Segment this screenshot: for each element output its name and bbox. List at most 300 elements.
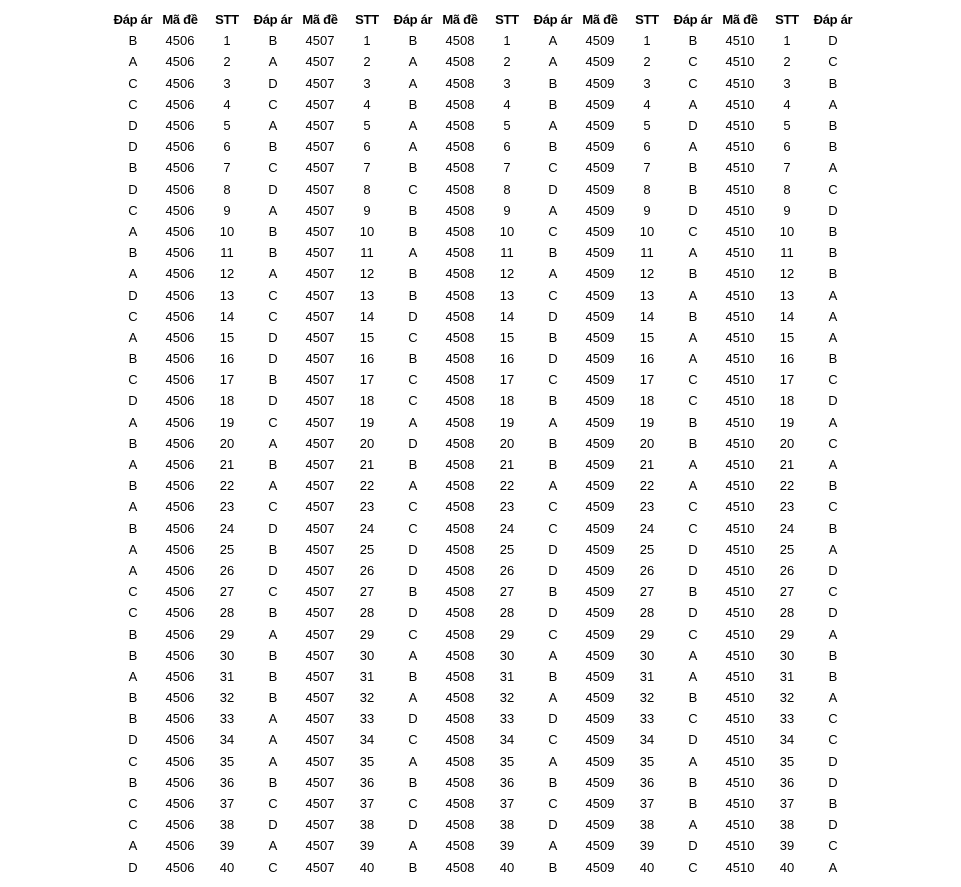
question-number-cell: 28: [219, 605, 235, 621]
answer-cell: B: [828, 118, 838, 134]
question-number-cell: 39: [499, 838, 515, 854]
question-number-cell: 34: [219, 732, 235, 748]
answer-cell: C: [128, 308, 138, 324]
answer-cell: D: [408, 541, 418, 557]
column-header: STT: [775, 12, 799, 28]
answer-cell: D: [548, 541, 558, 557]
question-number-cell: 15: [499, 329, 515, 345]
answer-cell: D: [128, 139, 138, 155]
table-row: [110, 496, 856, 517]
exam-code-cell: 4510: [725, 605, 755, 621]
question-number-cell: 35: [359, 753, 375, 769]
question-number-cell: 11: [780, 245, 794, 261]
answer-cell: D: [408, 562, 418, 578]
answer-cell: B: [128, 690, 138, 706]
exam-code-cell: 4509: [585, 181, 615, 197]
question-number-cell: 32: [779, 690, 795, 706]
exam-code-cell: 4510: [725, 478, 755, 494]
answer-cell: B: [408, 223, 418, 239]
table-row: [110, 623, 856, 644]
answer-cell: C: [268, 584, 278, 600]
question-number-cell: 16: [779, 351, 795, 367]
answer-cell: B: [128, 520, 138, 536]
answer-cell: D: [268, 393, 278, 409]
exam-code-cell: 4507: [305, 753, 335, 769]
answer-cell: B: [828, 668, 838, 684]
answer-cell: B: [548, 329, 558, 345]
question-number-cell: 38: [219, 817, 235, 833]
exam-code-cell: 4508: [445, 75, 475, 91]
answer-cell: D: [548, 562, 558, 578]
question-number-cell: 25: [499, 541, 515, 557]
answer-cell: D: [548, 605, 558, 621]
table-row: [110, 94, 856, 115]
answer-cell: B: [548, 245, 558, 261]
answer-cell: A: [128, 838, 138, 854]
exam-code-cell: 4508: [445, 605, 475, 621]
question-number-cell: 37: [499, 796, 515, 812]
table-row: [110, 369, 856, 390]
exam-code-cell: 4506: [165, 584, 195, 600]
question-number-cell: 20: [499, 435, 515, 451]
answer-cell: A: [688, 668, 698, 684]
question-number-cell: 6: [783, 139, 791, 155]
exam-code-cell: 4510: [725, 520, 755, 536]
answer-cell: B: [688, 584, 698, 600]
exam-code-cell: 4506: [165, 287, 195, 303]
answer-cell: B: [268, 690, 278, 706]
question-number-cell: 1: [363, 33, 371, 49]
answer-cell: C: [408, 520, 418, 536]
exam-code-cell: 4508: [445, 54, 475, 70]
answer-cell: B: [268, 245, 278, 261]
question-number-cell: 16: [499, 351, 515, 367]
answer-cell: C: [828, 732, 838, 748]
question-number-cell: 4: [223, 96, 231, 112]
question-number-cell: 8: [363, 181, 371, 197]
question-number-cell: 7: [223, 160, 231, 176]
exam-code-cell: 4510: [725, 584, 755, 600]
exam-code-cell: 4509: [585, 859, 615, 875]
question-number-cell: 31: [499, 668, 515, 684]
column-header: Mã đề: [162, 12, 198, 28]
question-number-cell: 19: [499, 414, 515, 430]
answer-cell: A: [268, 54, 278, 70]
answer-cell: D: [828, 605, 838, 621]
question-number-cell: 2: [643, 54, 651, 70]
exam-code-cell: 4506: [165, 817, 195, 833]
question-number-cell: 31: [219, 668, 235, 684]
exam-code-cell: 4510: [725, 541, 755, 557]
question-number-cell: 22: [359, 478, 375, 494]
question-number-cell: 33: [779, 711, 795, 727]
answer-cell: B: [128, 351, 138, 367]
answer-cell: B: [828, 245, 838, 261]
question-number-cell: 18: [499, 393, 515, 409]
exam-code-cell: 4507: [305, 562, 335, 578]
exam-code-cell: 4508: [445, 562, 475, 578]
answer-cell: B: [128, 33, 138, 49]
exam-code-cell: 4506: [165, 372, 195, 388]
column-header: Đáp ár: [813, 12, 853, 28]
question-number-cell: 34: [359, 732, 375, 748]
answer-cell: A: [828, 414, 838, 430]
answer-cell: B: [548, 774, 558, 790]
exam-code-cell: 4509: [585, 329, 615, 345]
exam-code-cell: 4510: [725, 181, 755, 197]
answer-cell: B: [688, 796, 698, 812]
answer-cell: B: [268, 605, 278, 621]
question-number-cell: 32: [219, 690, 235, 706]
exam-code-cell: 4508: [445, 202, 475, 218]
question-number-cell: 15: [779, 329, 795, 345]
answer-cell: C: [688, 711, 698, 727]
question-number-cell: 26: [779, 562, 795, 578]
question-number-cell: 1: [223, 33, 231, 49]
exam-code-cell: 4507: [305, 223, 335, 239]
answer-cell: A: [828, 287, 838, 303]
exam-code-cell: 4507: [305, 435, 335, 451]
answer-cell: A: [128, 54, 138, 70]
answer-cell: B: [408, 584, 418, 600]
answer-cell: A: [128, 668, 138, 684]
question-number-cell: 25: [219, 541, 235, 557]
answer-cell: D: [268, 562, 278, 578]
question-number-cell: 6: [503, 139, 511, 155]
question-number-cell: 17: [639, 372, 655, 388]
exam-code-cell: 4508: [445, 647, 475, 663]
answer-cell: A: [688, 96, 698, 112]
answer-cell: C: [688, 520, 698, 536]
exam-code-cell: 4506: [165, 668, 195, 684]
exam-code-cell: 4507: [305, 711, 335, 727]
question-number-cell: 8: [503, 181, 511, 197]
question-number-cell: 23: [779, 499, 795, 515]
answer-cell: A: [688, 287, 698, 303]
table-row: [110, 518, 856, 539]
exam-code-cell: 4509: [585, 96, 615, 112]
question-number-cell: 20: [359, 435, 375, 451]
table-row: [110, 242, 856, 263]
answer-cell: D: [688, 541, 698, 557]
exam-code-cell: 4508: [445, 584, 475, 600]
answer-cell: C: [828, 711, 838, 727]
question-number-cell: 26: [499, 562, 515, 578]
question-number-cell: 26: [359, 562, 375, 578]
column-header: STT: [495, 12, 519, 28]
answer-cell: C: [828, 838, 838, 854]
table-row: [110, 51, 856, 72]
table-row: [110, 136, 856, 157]
exam-code-cell: 4510: [725, 202, 755, 218]
question-number-cell: 3: [643, 75, 651, 91]
exam-code-cell: 4507: [305, 859, 335, 875]
answer-cell: D: [128, 181, 138, 197]
answer-cell: D: [828, 562, 838, 578]
exam-code-cell: 4507: [305, 33, 335, 49]
exam-code-cell: 4509: [585, 520, 615, 536]
answer-cell: C: [128, 75, 138, 91]
exam-code-cell: 4506: [165, 520, 195, 536]
question-number-cell: 13: [219, 287, 235, 303]
exam-code-cell: 4507: [305, 605, 335, 621]
table-row: [110, 263, 856, 284]
exam-code-cell: 4507: [305, 584, 335, 600]
table-row: [110, 475, 856, 496]
exam-code-cell: 4507: [305, 499, 335, 515]
exam-code-cell: 4506: [165, 774, 195, 790]
answer-cell: D: [128, 859, 138, 875]
exam-code-cell: 4508: [445, 690, 475, 706]
answer-cell: A: [128, 414, 138, 430]
question-number-cell: 39: [359, 838, 375, 854]
question-number-cell: 34: [499, 732, 515, 748]
answer-cell: A: [408, 753, 418, 769]
answer-cell: A: [128, 541, 138, 557]
answer-cell: C: [268, 796, 278, 812]
question-number-cell: 11: [500, 245, 514, 261]
question-number-cell: 18: [779, 393, 795, 409]
answer-cell: A: [128, 499, 138, 515]
exam-code-cell: 4510: [725, 223, 755, 239]
exam-code-cell: 4509: [585, 202, 615, 218]
exam-code-cell: 4508: [445, 478, 475, 494]
answer-cell: B: [688, 33, 698, 49]
question-number-cell: 40: [639, 859, 655, 875]
question-number-cell: 32: [499, 690, 515, 706]
answer-cell: A: [128, 329, 138, 345]
question-number-cell: 36: [779, 774, 795, 790]
exam-code-cell: 4506: [165, 245, 195, 261]
question-number-cell: 2: [223, 54, 231, 70]
answer-cell: B: [408, 351, 418, 367]
exam-code-cell: 4507: [305, 774, 335, 790]
exam-code-cell: 4510: [725, 139, 755, 155]
question-number-cell: 18: [639, 393, 655, 409]
question-number-cell: 34: [779, 732, 795, 748]
exam-code-cell: 4506: [165, 414, 195, 430]
question-number-cell: 37: [639, 796, 655, 812]
question-number-cell: 28: [499, 605, 515, 621]
question-number-cell: 3: [783, 75, 791, 91]
question-number-cell: 32: [639, 690, 655, 706]
answer-cell: C: [688, 626, 698, 642]
exam-code-cell: 4507: [305, 245, 335, 261]
exam-code-cell: 4509: [585, 753, 615, 769]
question-number-cell: 11: [360, 245, 374, 261]
question-number-cell: 19: [219, 414, 235, 430]
question-number-cell: 31: [779, 668, 795, 684]
question-number-cell: 38: [639, 817, 655, 833]
exam-code-cell: 4509: [585, 435, 615, 451]
answer-cell: C: [128, 202, 138, 218]
question-number-cell: 2: [783, 54, 791, 70]
exam-code-cell: 4507: [305, 668, 335, 684]
question-number-cell: 16: [219, 351, 235, 367]
exam-code-cell: 4508: [445, 838, 475, 854]
exam-code-cell: 4510: [725, 817, 755, 833]
answer-cell: A: [128, 223, 138, 239]
exam-code-cell: 4508: [445, 33, 475, 49]
exam-code-cell: 4510: [725, 626, 755, 642]
exam-code-cell: 4509: [585, 245, 615, 261]
answer-cell: D: [828, 33, 838, 49]
exam-code-cell: 4509: [585, 796, 615, 812]
exam-code-cell: 4510: [725, 329, 755, 345]
exam-code-cell: 4508: [445, 711, 475, 727]
answer-cell: C: [128, 817, 138, 833]
question-number-cell: 37: [779, 796, 795, 812]
question-number-cell: 19: [639, 414, 655, 430]
exam-code-cell: 4507: [305, 372, 335, 388]
question-number-cell: 38: [499, 817, 515, 833]
answer-cell: D: [268, 329, 278, 345]
answer-cell: D: [128, 287, 138, 303]
question-number-cell: 9: [503, 202, 511, 218]
exam-code-cell: 4510: [725, 160, 755, 176]
answer-cell: C: [548, 499, 558, 515]
question-number-cell: 22: [639, 478, 655, 494]
exam-code-cell: 4510: [725, 562, 755, 578]
answer-cell: B: [548, 139, 558, 155]
answer-cell: B: [548, 393, 558, 409]
answer-cell: A: [408, 118, 418, 134]
answer-cell: C: [408, 732, 418, 748]
exam-code-cell: 4509: [585, 287, 615, 303]
question-number-cell: 23: [499, 499, 515, 515]
question-number-cell: 16: [359, 351, 375, 367]
question-number-cell: 9: [643, 202, 651, 218]
answer-cell: A: [268, 118, 278, 134]
answer-cell: A: [548, 414, 558, 430]
question-number-cell: 29: [639, 626, 655, 642]
exam-code-cell: 4510: [725, 245, 755, 261]
exam-code-cell: 4510: [725, 266, 755, 282]
table-row: [110, 539, 856, 560]
answer-cell: A: [828, 541, 838, 557]
exam-code-cell: 4508: [445, 223, 475, 239]
exam-code-cell: 4510: [725, 54, 755, 70]
exam-code-cell: 4509: [585, 33, 615, 49]
answer-cell: A: [408, 838, 418, 854]
exam-code-cell: 4509: [585, 414, 615, 430]
answer-cell: A: [548, 753, 558, 769]
answer-cell: C: [268, 499, 278, 515]
question-number-cell: 21: [779, 457, 795, 473]
question-number-cell: 40: [499, 859, 515, 875]
question-number-cell: 8: [783, 181, 791, 197]
answer-cell: C: [688, 393, 698, 409]
question-number-cell: 7: [503, 160, 511, 176]
exam-code-cell: 4510: [725, 287, 755, 303]
answer-cell: A: [408, 75, 418, 91]
exam-code-cell: 4507: [305, 351, 335, 367]
question-number-cell: 26: [639, 562, 655, 578]
answer-cell: C: [128, 796, 138, 812]
question-number-cell: 27: [639, 584, 655, 600]
answer-cell: B: [688, 435, 698, 451]
answer-cell: B: [268, 457, 278, 473]
question-number-cell: 30: [499, 647, 515, 663]
exam-code-cell: 4510: [725, 33, 755, 49]
answer-cell: B: [828, 351, 838, 367]
answer-cell: C: [828, 372, 838, 388]
question-number-cell: 31: [639, 668, 655, 684]
exam-code-cell: 4509: [585, 647, 615, 663]
question-number-cell: 19: [779, 414, 795, 430]
question-number-cell: 13: [779, 287, 795, 303]
exam-code-cell: 4510: [725, 668, 755, 684]
exam-code-cell: 4507: [305, 202, 335, 218]
answer-cell: B: [408, 33, 418, 49]
answer-cell: B: [268, 774, 278, 790]
question-number-cell: 10: [359, 223, 375, 239]
exam-code-cell: 4509: [585, 266, 615, 282]
exam-code-cell: 4507: [305, 266, 335, 282]
answer-cell: A: [268, 626, 278, 642]
question-number-cell: 23: [359, 499, 375, 515]
answer-cell: B: [828, 520, 838, 536]
answer-cell: D: [268, 520, 278, 536]
exam-code-cell: 4506: [165, 499, 195, 515]
exam-code-cell: 4507: [305, 118, 335, 134]
question-number-cell: 4: [503, 96, 511, 112]
question-number-cell: 23: [639, 499, 655, 515]
exam-code-cell: 4506: [165, 562, 195, 578]
answer-cell: C: [548, 372, 558, 388]
table-row: [110, 390, 856, 411]
column-header: Đáp ár: [673, 12, 713, 28]
question-number-cell: 5: [503, 118, 511, 134]
question-number-cell: 21: [219, 457, 235, 473]
exam-code-cell: 4506: [165, 118, 195, 134]
exam-code-cell: 4509: [585, 605, 615, 621]
question-number-cell: 15: [359, 329, 375, 345]
question-number-cell: 36: [499, 774, 515, 790]
table-row: [110, 157, 856, 178]
answer-cell: A: [688, 457, 698, 473]
table-row: [110, 751, 856, 772]
question-number-cell: 40: [359, 859, 375, 875]
exam-code-cell: 4508: [445, 435, 475, 451]
exam-code-cell: 4508: [445, 245, 475, 261]
exam-code-cell: 4507: [305, 308, 335, 324]
exam-code-cell: 4510: [725, 414, 755, 430]
exam-code-cell: 4506: [165, 181, 195, 197]
exam-code-cell: 4508: [445, 287, 475, 303]
answer-cell: A: [268, 435, 278, 451]
question-number-cell: 2: [503, 54, 511, 70]
answer-cell: B: [408, 287, 418, 303]
answer-cell: A: [128, 562, 138, 578]
question-number-cell: 10: [499, 223, 515, 239]
question-number-cell: 6: [363, 139, 371, 155]
exam-code-cell: 4508: [445, 329, 475, 345]
question-number-cell: 5: [223, 118, 231, 134]
answer-cell: A: [548, 478, 558, 494]
question-number-cell: 23: [219, 499, 235, 515]
answer-cell: A: [828, 859, 838, 875]
table-row: [110, 179, 856, 200]
answer-cell: B: [268, 139, 278, 155]
question-number-cell: 6: [223, 139, 231, 155]
table-row: [110, 602, 856, 623]
table-row: [110, 306, 856, 327]
answer-cell: C: [548, 287, 558, 303]
answer-cell: A: [688, 647, 698, 663]
question-number-cell: 38: [779, 817, 795, 833]
exam-code-cell: 4507: [305, 690, 335, 706]
